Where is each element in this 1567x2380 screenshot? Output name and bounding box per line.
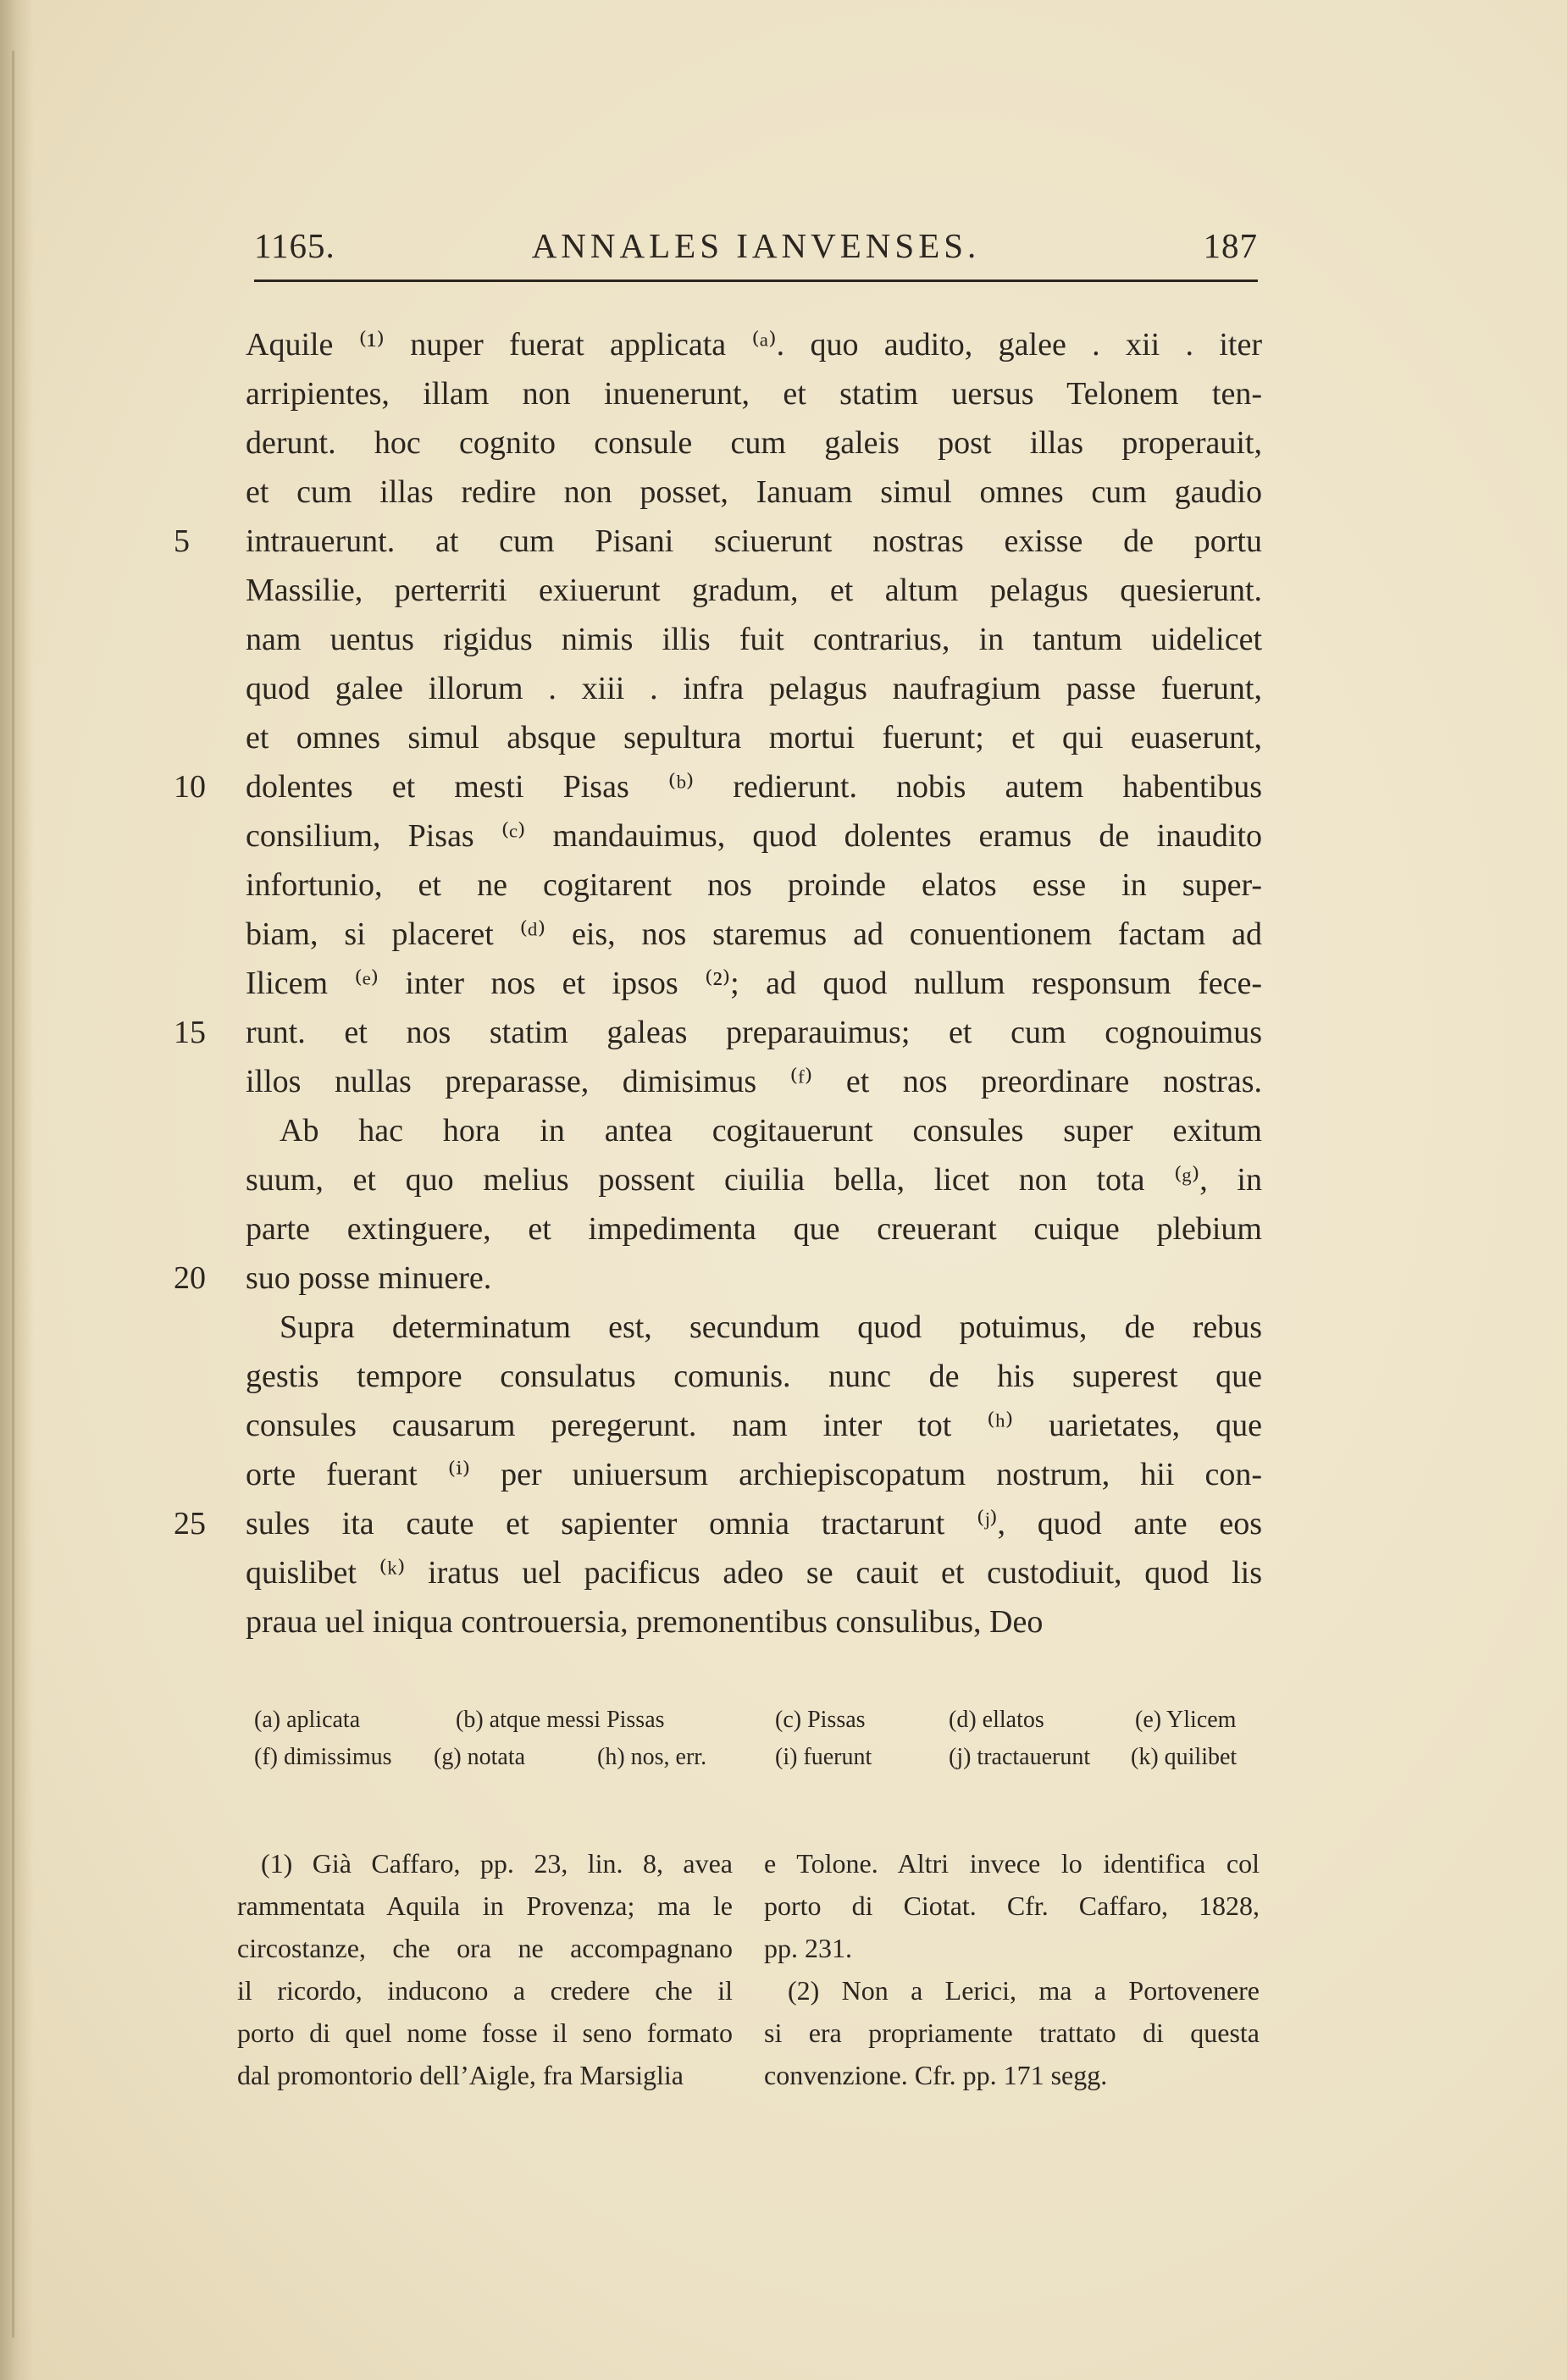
- variant-reading: (b) atque messi Pissas: [456, 1707, 665, 1733]
- text-line: gestis tempore consulatus comunis. nunc de his superest que: [246, 1359, 1262, 1394]
- page-gutter-shadow: [0, 0, 34, 2380]
- text-line: quod galee illorum . xiii . infra pelagus naufragium passe fuerunt,: [246, 671, 1262, 706]
- text-line: consules causarum peregerunt. nam inter tot ⁽ʰ⁾ uarietates, que: [246, 1408, 1262, 1443]
- text-line: Massilie, perterriti exiuerunt gradum, et altum pelagus quesierunt.: [246, 573, 1262, 608]
- footnote-line: dal promontorio dell’Aigle, fra Marsiglia: [237, 2060, 684, 2090]
- variant-reading: (j) tractauerunt: [949, 1744, 1091, 1770]
- footnote-line: circostanze, che ora ne accompagnano: [237, 1933, 733, 1963]
- text-line: derunt. hoc cognito consule cum galeis post illas properauit,: [246, 425, 1262, 461]
- binding-line: [12, 51, 14, 2338]
- text-line: parte extinguere, et impedimenta que creuerant cuique plebium: [246, 1211, 1262, 1247]
- footnote-line: e Tolone. Altri invece lo identifica col: [764, 1848, 1260, 1879]
- line-number: 25: [174, 1506, 206, 1541]
- variant-reading: (e) Ylicem: [1135, 1707, 1237, 1733]
- text-line: arripientes, illam non inuenerunt, et statim uersus Telonem ten-: [246, 376, 1262, 412]
- text-line: orte fuerant ⁽ⁱ⁾ per uniuersum archiepiscopatum nostrum, hii con-: [246, 1457, 1262, 1492]
- footnote-line: (2) Non a Lerici, ma a Portovenere: [788, 1975, 1260, 2006]
- text-line: dolentes et mesti Pisas ⁽ᵇ⁾ redierunt. nobis autem habentibus: [246, 769, 1262, 805]
- text-line: et cum illas redire non posset, Ianuam simul omnes cum gaudio: [246, 474, 1262, 510]
- text-line: intrauerunt. at cum Pisani sciuerunt nostras exisse de portu: [246, 523, 1262, 559]
- page-number: 187: [1203, 226, 1258, 265]
- text-line: et omnes simul absque sepultura mortui fuerunt; et qui euaserunt,: [246, 720, 1262, 756]
- text-line: Aquile ⁽¹⁾ nuper fuerat applicata ⁽ᵃ⁾. quo audito, galee . xii . iter: [246, 327, 1262, 363]
- line-number: 5: [174, 523, 190, 559]
- footnote-line: porto di Ciotat. Cfr. Caffaro, 1828,: [764, 1890, 1260, 1921]
- text-line: Ab hac hora in antea cogitauerunt consules super exitum: [280, 1113, 1262, 1148]
- text-line: illos nullas preparasse, dimisimus ⁽ᶠ⁾ et nos preordinare nostras.: [246, 1064, 1262, 1099]
- text-line: runt. et nos statim galeas preparauimus; et cum cognouimus: [246, 1015, 1262, 1050]
- footnote-line: convenzione. Cfr. pp. 171 segg.: [764, 2060, 1108, 2090]
- text-line: sules ita caute et sapienter omnia tractarunt ⁽ʲ⁾, quod ante eos: [246, 1506, 1262, 1541]
- text-line: infortunio, et ne cogitarent nos proinde elatos esse in super-: [246, 867, 1262, 903]
- variant-reading: (g) notata: [434, 1744, 526, 1770]
- variant-reading: (d) ellatos: [949, 1707, 1044, 1733]
- variant-row: [254, 1744, 1262, 1781]
- footnote-line: pp. 231.: [764, 1933, 852, 1963]
- variant-reading: (f) dimissimus: [254, 1744, 392, 1770]
- footnote-line: si era propriamente trattato di questa: [764, 2017, 1260, 2048]
- text-line: Supra determinatum est, secundum quod potuimus, de rebus: [280, 1309, 1262, 1345]
- text-line: Ilicem ⁽ᵉ⁾ inter nos et ipsos ⁽²⁾; ad quod nullum responsum fece-: [246, 966, 1262, 1001]
- line-number: 10: [174, 769, 206, 805]
- footnotes-left-column: [237, 1842, 733, 2096]
- text-line: nam uentus rigidus nimis illis fuit contrarius, in tantum uidelicet: [246, 622, 1262, 657]
- text-line: suo posse minuere.: [246, 1260, 492, 1296]
- running-header: [254, 225, 1258, 276]
- text-line: consilium, Pisas ⁽ᶜ⁾ mandauimus, quod dolentes eramus de inaudito: [246, 818, 1262, 854]
- variant-reading: (i) fuerunt: [775, 1744, 872, 1770]
- variant-reading: (a) aplicata: [254, 1707, 361, 1733]
- header-year: 1165.: [254, 226, 335, 265]
- variant-reading: (c) Pissas: [775, 1707, 866, 1733]
- variant-reading: (h) nos, err.: [597, 1744, 707, 1770]
- header-title: ANNALES IANVENSES.: [531, 226, 981, 265]
- footnote-line: il ricordo, inducono a credere che il: [237, 1975, 733, 2006]
- footnotes-right-column: [764, 1842, 1260, 2096]
- footnote-line: rammentata Aquila in Provenza; ma le: [237, 1890, 733, 1921]
- line-number: 15: [174, 1015, 206, 1050]
- variant-reading: (k) quilibet: [1131, 1744, 1238, 1770]
- footnote-line: (1) Già Caffaro, pp. 23, lin. 8, avea: [261, 1848, 733, 1879]
- text-line: praua uel iniqua controuersia, premonentibus consulibus, Deo: [246, 1604, 1044, 1640]
- variant-row: [254, 1707, 1262, 1744]
- header-rule: [254, 280, 1258, 282]
- text-line: suum, et quo melius possent ciuilia bella, licet non tota ⁽ᵍ⁾, in: [246, 1162, 1262, 1198]
- text-line: biam, si placeret ⁽ᵈ⁾ eis, nos staremus ad conuentionem factam ad: [246, 916, 1262, 952]
- line-number: 20: [174, 1260, 206, 1296]
- text-line: quislibet ⁽ᵏ⁾ iratus uel pacificus adeo se cauit et custodiuit, quod lis: [246, 1555, 1262, 1591]
- footnote-line: porto di quel nome fosse il seno formato: [237, 2017, 733, 2048]
